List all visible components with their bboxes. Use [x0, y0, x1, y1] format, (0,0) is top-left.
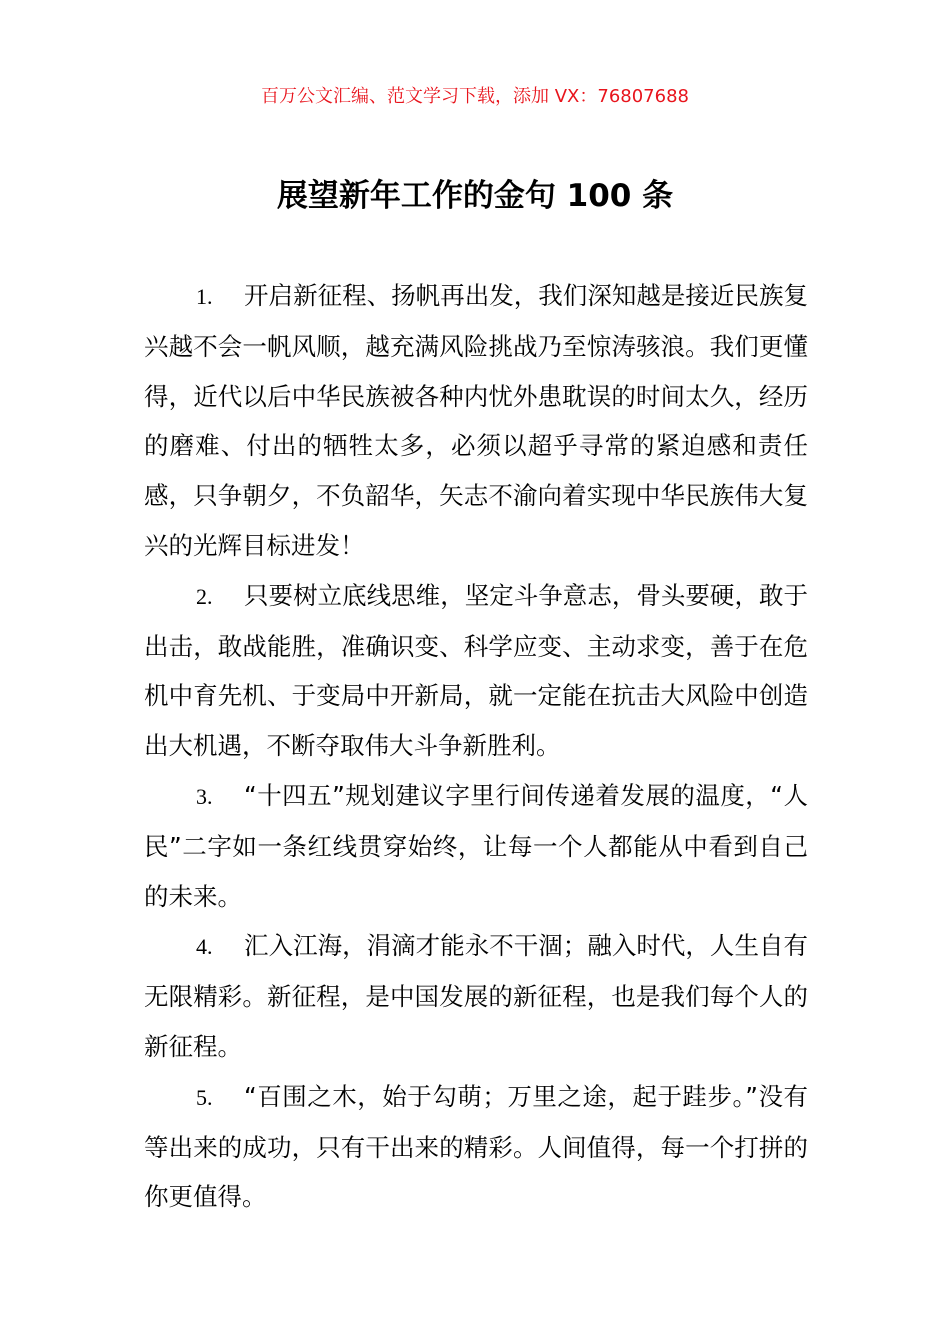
- item-number: 3.: [196, 783, 213, 809]
- list-item: [144, 1072, 808, 1222]
- item-number: 2.: [196, 583, 213, 609]
- list-item: [144, 271, 808, 571]
- item-text: 只要树立底线思维，坚定斗争意志，骨头要硬，敢于出击，敢战能胜，准确识变、科学应变、主动求变，善于在危机中育先机、于变局中开新局，就一定能在抗击大风险中创造出大机遇，不断夺取伟大斗争新胜利。: [144, 580, 808, 761]
- item-number: 4.: [196, 934, 213, 960]
- list-item: [144, 921, 808, 1071]
- item-number: 5.: [196, 1084, 213, 1110]
- page-title: 展望新年工作的金句 100 条: [276, 178, 674, 214]
- list-item: [144, 771, 808, 921]
- item-number: 1.: [196, 284, 213, 309]
- item-text: 开启新征程、扬帆再出发，我们深知越是接近民族复兴越不会一帆风顺，越充满风险挑战乃至惊涛骇浪。我们更懂得，近代以后中华民族被各种内忧外患耽误的时间太久，经历的磨难、付出的牺牲太多，必须以超乎寻常的紧迫感和责任感，只争朝夕，不负韶华，矢志不渝向着实现中华民族伟大复兴的光辉目标进发！: [144, 281, 808, 560]
- item-text: 汇入江海，涓滴才能永不干涸；融入时代，人生自有无限精彩。新征程，是中国发展的新征程，也是我们每个人的新征程。: [144, 931, 808, 1061]
- document-body: [144, 271, 808, 1222]
- item-text: “百围之木，始于勾萌；万里之途，起于跬步。”没有等出来的成功，只有干出来的精彩。人间值得，每一个打拼的你更值得。: [144, 1081, 808, 1212]
- header-note: 百万公文汇编、范文学习下载，添加 VX：76807688: [261, 86, 689, 107]
- list-item: [144, 571, 808, 771]
- item-text: “十四五”规划建议字里行间传递着发展的温度，“人民”二字如一条红线贯穿始终，让每一个人都能从中看到自己的未来。: [144, 780, 808, 911]
